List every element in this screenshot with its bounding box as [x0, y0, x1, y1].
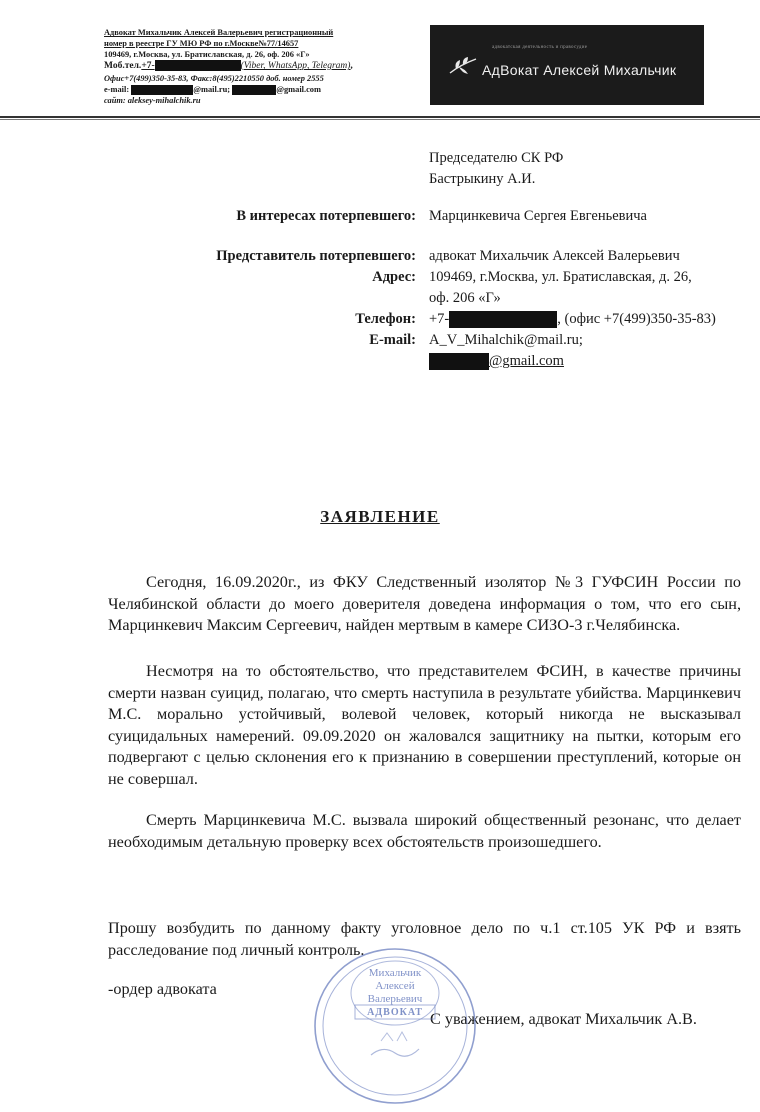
email-label: E-mail: — [369, 332, 416, 348]
leaf-logo-icon — [448, 55, 478, 77]
letterhead-site: сайт: aleksey-mihalchik.ru — [104, 96, 201, 106]
header-divider-thin — [0, 119, 760, 120]
letterhead-email: e-mail: @mail.ru; @gmail.com — [104, 85, 321, 94]
document-title: ЗАЯВЛЕНИЕ — [320, 507, 440, 526]
banner-name: АдВокат Алексей Михальчик — [482, 62, 677, 78]
victim-label: В интересах потерпевшего: — [236, 208, 416, 224]
redaction-block — [232, 85, 276, 95]
letterhead-text — [104, 27, 424, 106]
victim-value: Марцинкевича Сергея Евгеньевича — [429, 208, 647, 224]
letterhead-banner — [430, 25, 704, 105]
attachment-note: -ордер адвоката — [108, 980, 217, 998]
letterhead-mobile: Моб.тел.+7- (Viber, WhatsApp, Telegram), — [104, 61, 353, 71]
banner-subtitle: адвокатская деятельность и правосудие — [492, 45, 588, 50]
paragraph-2: Несмотря на то обстоятельство, что представителем ФСИН, в качестве причины смерти назван суицид, полагаю, что смерть наступила в результате убийства. Марцинкевич М.С. морально устойчивый, волевой человек, который никогда не высказывал суицидальных намерений. 09.09.2020 он жаловался защитнику на пытки, которым его подвергают с целью склонения его к признанию в совершении преступлений, которые он не совершал. — [108, 662, 741, 788]
letterhead-line-1: Адвокат Михальчик Алексей Валерьевич регистрационный — [104, 28, 334, 37]
letterhead-line-2: номер в реестре ГУ МЮ РФ по г.Москве№77/14657 — [104, 39, 299, 48]
address-label: Адрес: — [372, 269, 416, 285]
email-value-1: A_V_Mihalchik@mail.ru; — [429, 332, 583, 348]
letterhead-address: 109469, г.Москва, ул. Братиславская, д. 26, оф. 206 «Г» — [104, 50, 310, 59]
notary-stamp — [311, 945, 479, 1107]
addressee-line-1: Председателю СК РФ — [429, 150, 564, 166]
representative-label: Представитель потерпевшего: — [216, 248, 416, 264]
stamp-text: Михальчик Алексей Валерьевич — [367, 967, 423, 1005]
address-value-1: 109469, г.Москва, ул. Братиславская, д. 26, — [429, 269, 692, 285]
redaction-block — [449, 311, 557, 328]
phone-label: Телефон: — [355, 311, 416, 327]
representative-value: адвокат Михальчик Алексей Валерьевич — [429, 248, 680, 264]
addressee-line-2: Бастрыкину А.И. — [429, 171, 536, 187]
paragraph-3: Смерть Марцинкевича М.С. вызвала широкий общественный резонанс, что делает необходимым детальную проверку всех обстоятельств произошедшего. — [108, 811, 741, 851]
redaction-block — [429, 353, 489, 370]
email-value-2: @gmail.com — [429, 351, 564, 372]
header-divider — [0, 116, 760, 118]
phone-value: +7- , (офис +7(499)350-35-83) — [429, 311, 716, 327]
paragraph-4: Прошу возбудить по данному факту уголовное дело по ч.1 ст.105 УК РФ и взять расследование под личный контроль. — [108, 919, 741, 959]
letterhead-office: Офис+7(499)350-35-83, Факс:8(495)2210550 доб. номер 2555 — [104, 74, 324, 83]
signature-line: С уважением, адвокат Михальчик А.В. — [430, 1010, 697, 1028]
redaction-block — [131, 85, 193, 95]
paragraph-1: Сегодня, 16.09.2020г., из ФКУ Следственный изолятор №3 ГУФСИН России по Челябинской области до моего доверителя доведена информация о том, что его сын, Марцинкевич Максим Сергеевич, найден мертвым в камере СИЗО-3 г.Челябинска. — [108, 573, 741, 634]
address-value-2: оф. 206 «Г» — [429, 290, 501, 306]
redaction-block — [155, 60, 241, 71]
stamp-label: АДВОКАТ — [367, 1007, 423, 1018]
